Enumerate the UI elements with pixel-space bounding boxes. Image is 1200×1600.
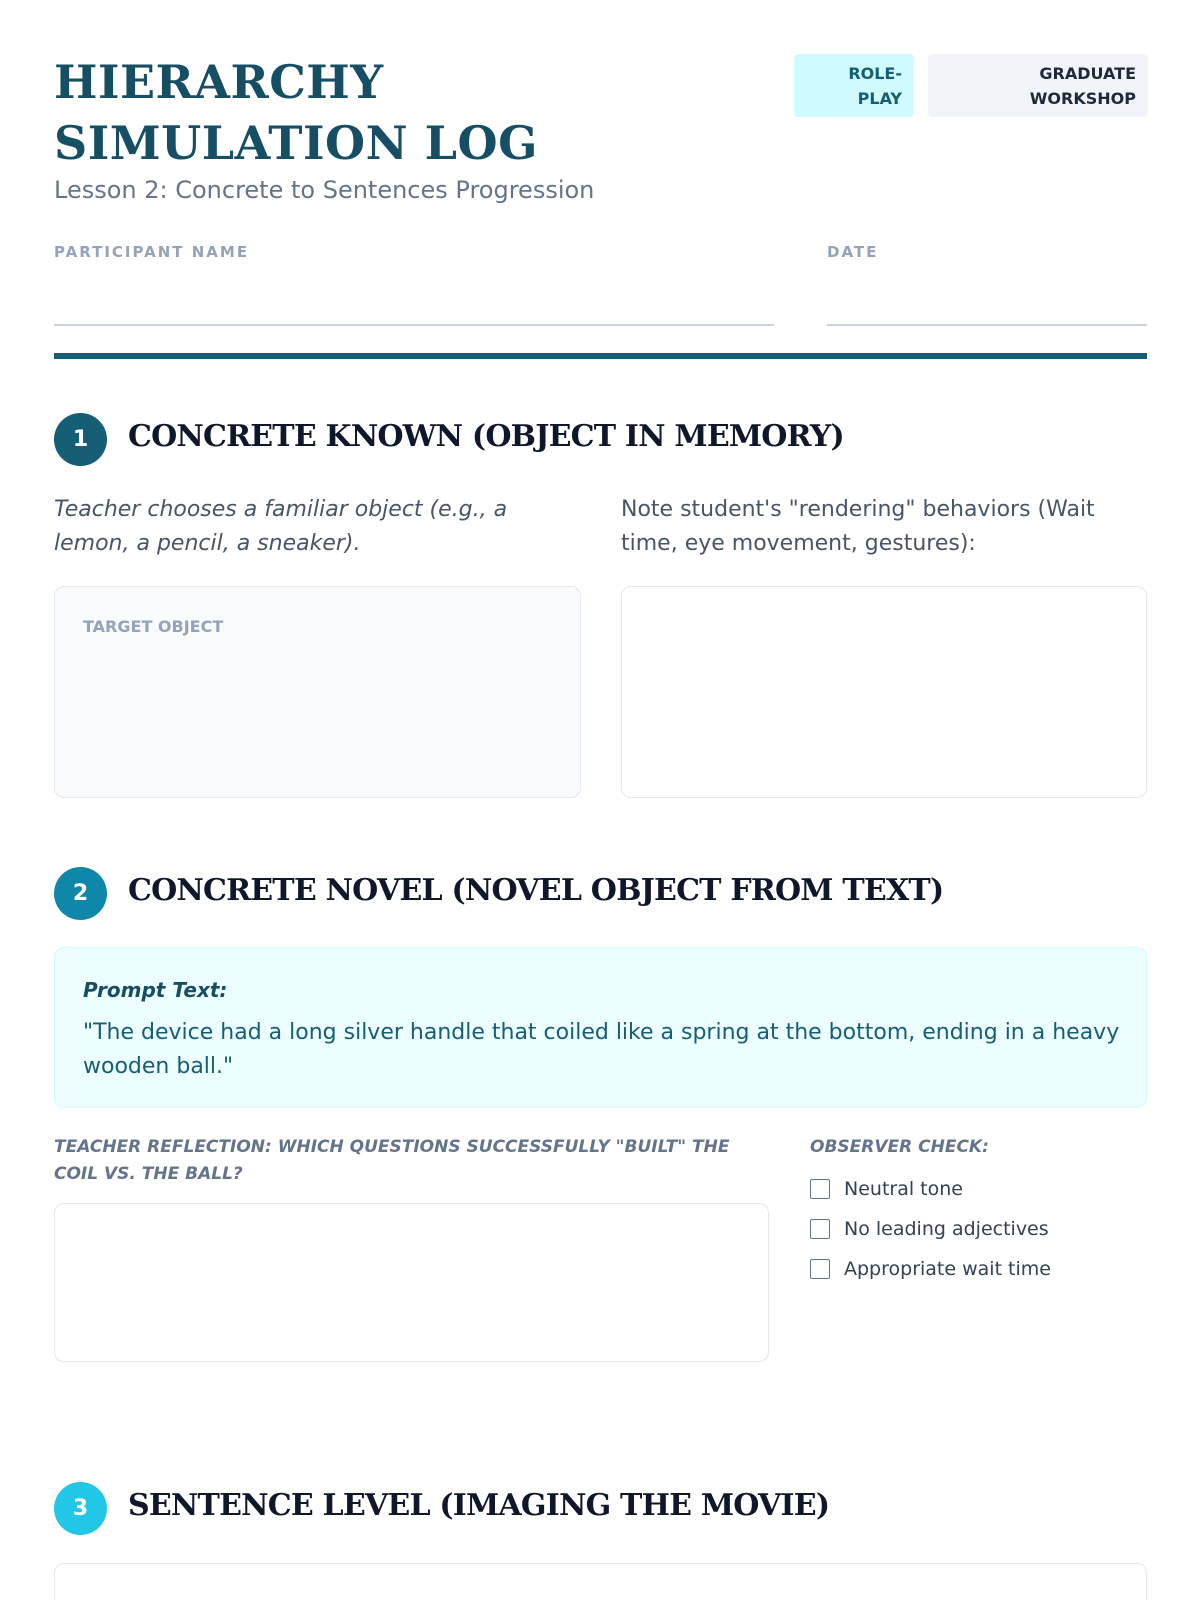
observer-check-item[interactable] xyxy=(810,1217,1049,1241)
page-subtitle: Lesson 2: Concrete to Sentences Progression xyxy=(54,176,595,204)
section-3-number-badge: 3 xyxy=(54,1482,107,1535)
section-1-note: Note student's "rendering" behaviors (Wait time, eye movement, gestures): xyxy=(621,497,1095,556)
section-3-title: SENTENCE LEVEL (IMAGING THE MOVIE) xyxy=(128,1488,830,1523)
prompt-text-content: "The device had a long silver handle that coiled like a spring at the bottom, ending in a heavy wooden ball." xyxy=(83,1020,1120,1079)
teacher-reflection-box[interactable] xyxy=(54,1203,769,1362)
section-2-number-badge: 2 xyxy=(54,867,107,920)
simulation-log-page xyxy=(54,0,1147,1600)
check-label: No leading adjectives xyxy=(844,1218,1049,1240)
target-object-label: TARGET OBJECT xyxy=(83,617,224,636)
teacher-reflection-label: TEACHER REFLECTION: WHICH QUESTIONS SUCCESSFULLY "BUILT" THE COIL VS. THE BALL? xyxy=(54,1137,730,1184)
check-label: Neutral tone xyxy=(844,1178,963,1200)
section-1-number-badge: 1 xyxy=(54,413,107,466)
graduate-workshop-badge xyxy=(928,54,1148,117)
section-1-title: CONCRETE KNOWN (OBJECT IN MEMORY) xyxy=(128,419,844,454)
checkbox[interactable] xyxy=(810,1259,830,1279)
date-label: DATE xyxy=(827,243,879,261)
observer-check-item[interactable] xyxy=(810,1257,1051,1281)
header-divider xyxy=(54,353,1147,359)
page-title: HIERARCHY SIMULATION LOG xyxy=(54,55,538,170)
checkbox[interactable] xyxy=(810,1179,830,1199)
participant-name-field[interactable] xyxy=(54,324,774,326)
prompt-text-label: Prompt Text: xyxy=(83,978,228,1002)
role-play-badge-text: ROLE-PLAY xyxy=(848,64,902,108)
sentence-level-box[interactable] xyxy=(54,1563,1147,1600)
role-play-badge xyxy=(794,54,914,117)
observer-check-label: OBSERVER CHECK: xyxy=(810,1137,989,1157)
observer-check-item[interactable] xyxy=(810,1177,963,1201)
date-field[interactable] xyxy=(827,324,1147,326)
section-2-title: CONCRETE NOVEL (NOVEL OBJECT FROM TEXT) xyxy=(128,873,944,908)
checkbox[interactable] xyxy=(810,1219,830,1239)
participant-name-label: PARTICIPANT NAME xyxy=(54,243,250,261)
target-object-box[interactable] xyxy=(54,586,581,798)
graduate-workshop-badge-text: GRADUATE WORKSHOP xyxy=(1029,64,1136,108)
rendering-behaviors-box[interactable] xyxy=(621,586,1147,798)
prompt-text-box xyxy=(54,947,1147,1108)
section-1-instruction: Teacher chooses a familiar object (e.g., a lemon, a pencil, a sneaker). xyxy=(54,497,508,556)
check-label: Appropriate wait time xyxy=(844,1258,1051,1280)
